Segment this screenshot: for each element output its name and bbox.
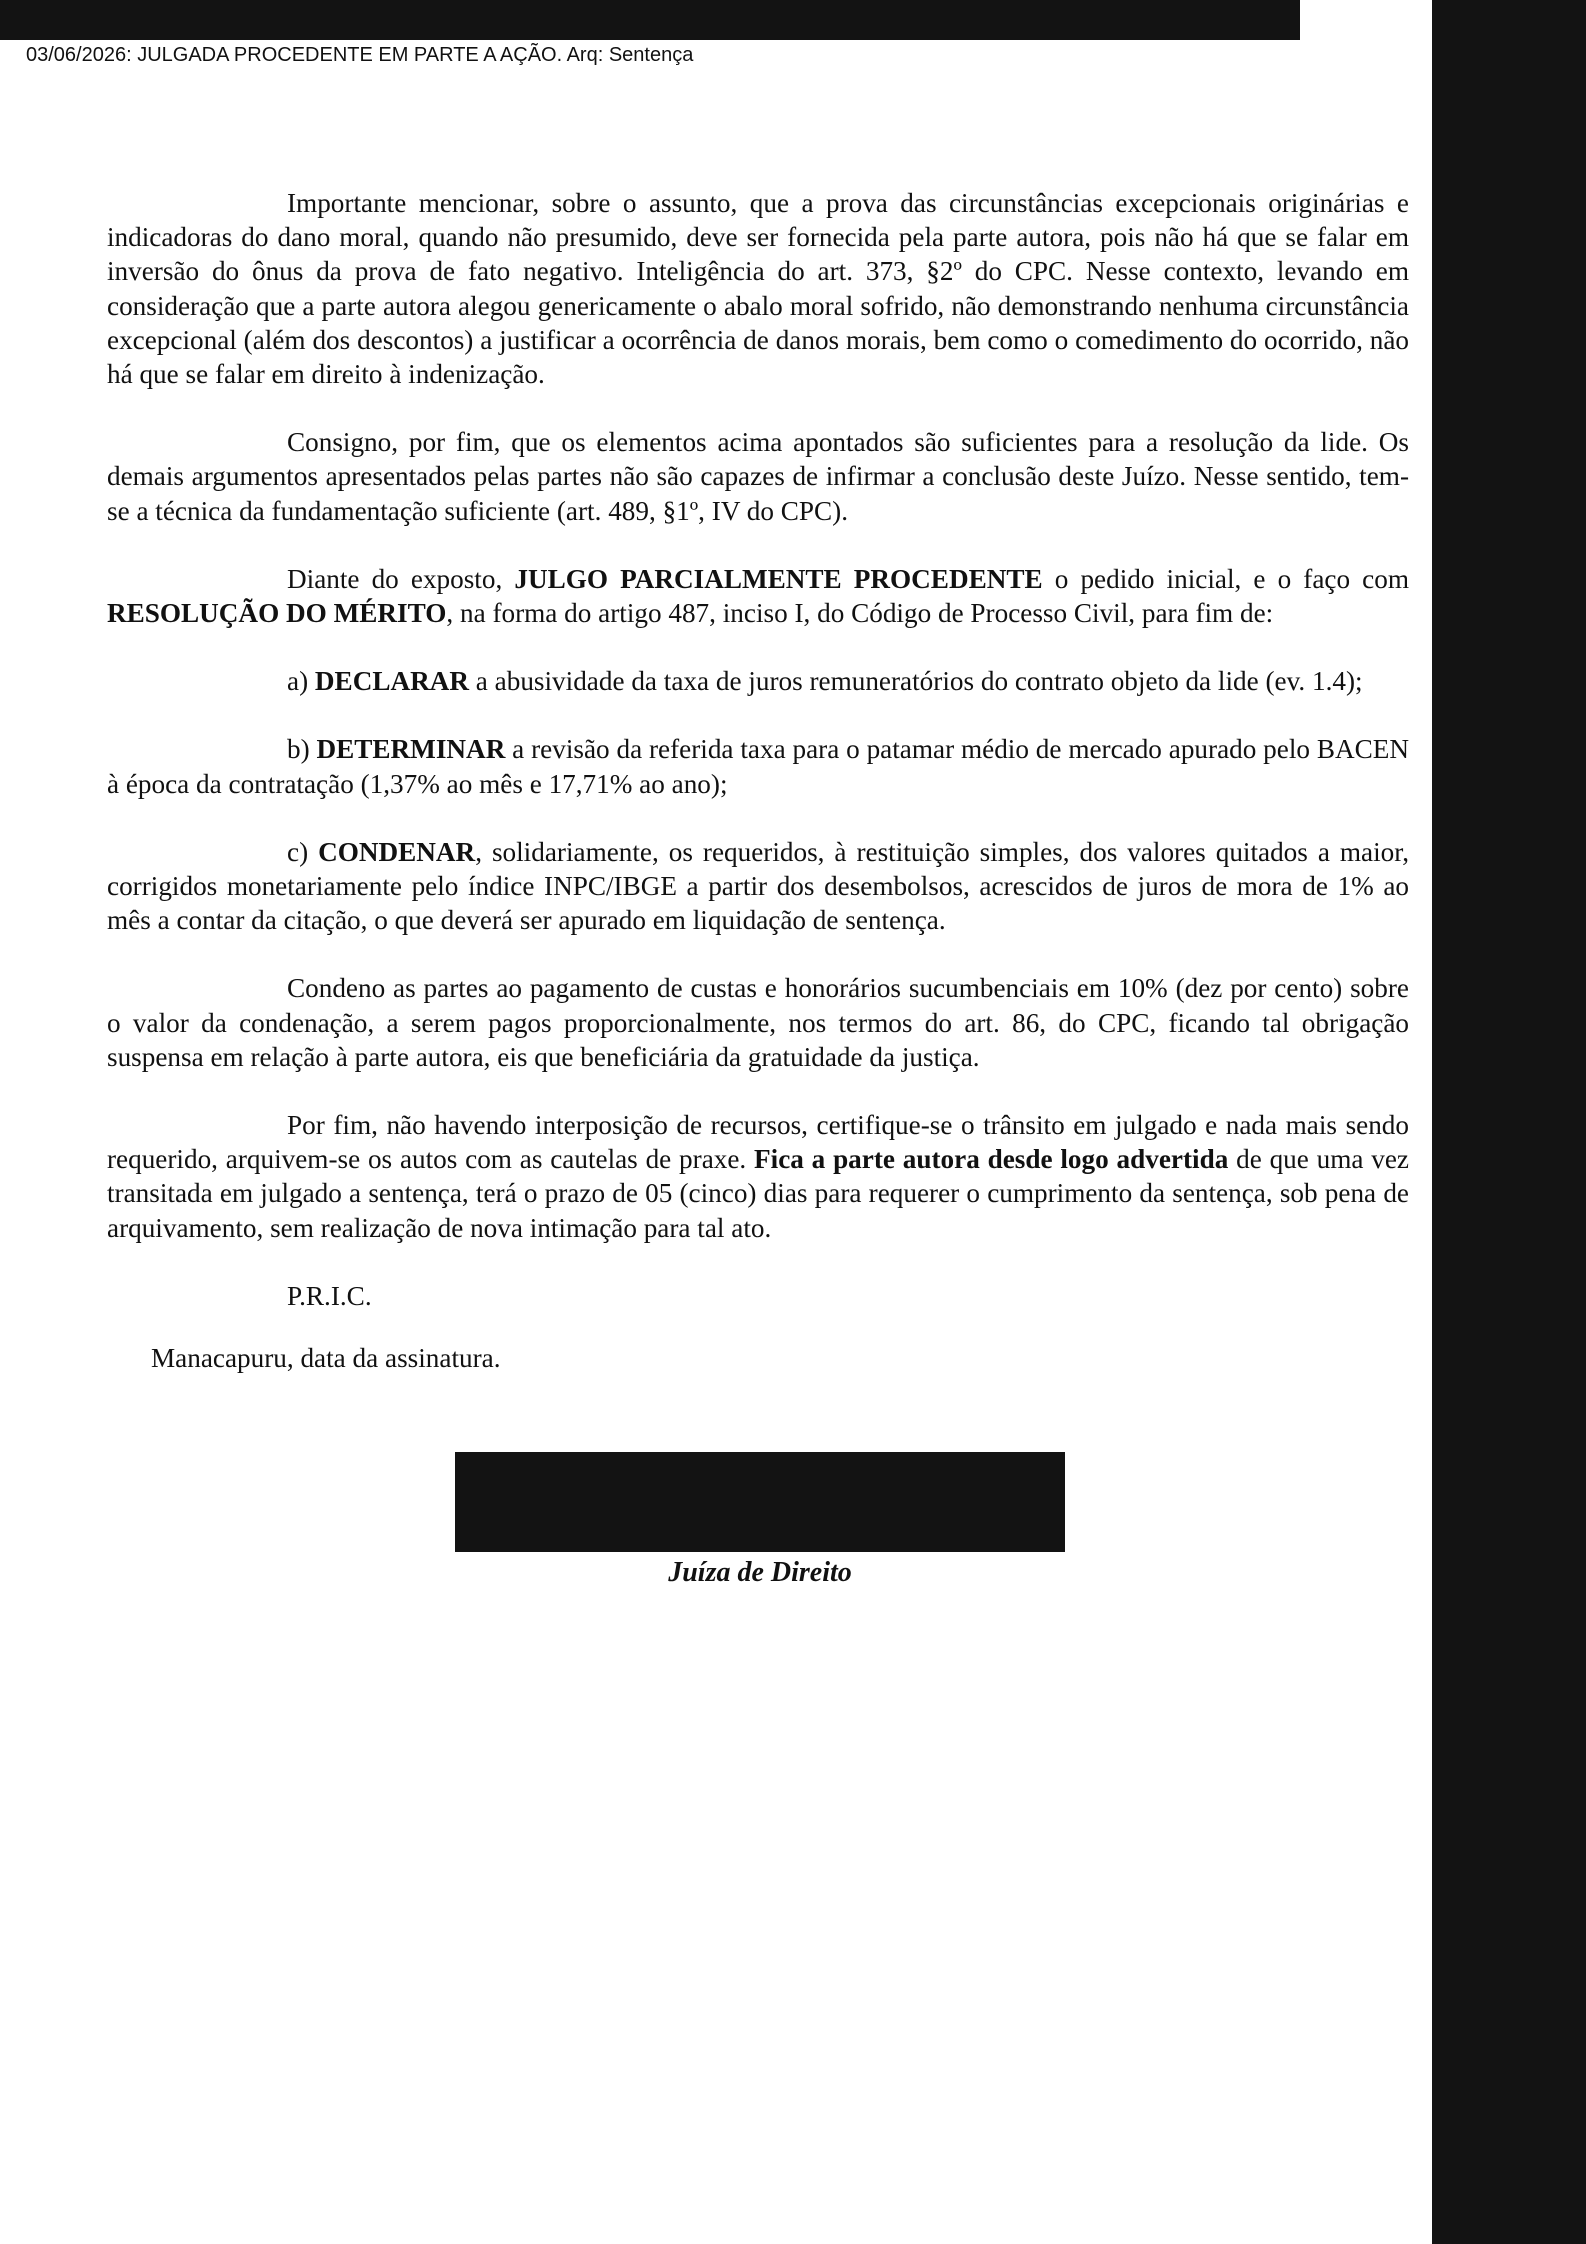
document-status-line: 03/06/2026: JULGADA PROCEDENTE EM PARTE A AÇÃO. Arq: Sentença (26, 44, 694, 66)
dispositivo-bold-1: JULGO PARCIALMENTE PROCEDENTE (514, 563, 1043, 594)
paragraph-custas: Condeno as partes ao pagamento de custas e honorários sucumbenciais em 10% (dez por cento) sobre o valor da condenação, a serem pagos proporcionalmente, nos termos do art. 86, do CPC, ficando tal obrigação suspensa em relação à parte autora, eis que beneficiária da gratuidade da justiça. (107, 973, 1409, 1072)
signatory-role: Juíza de Direito (668, 1557, 852, 1588)
transito-text-2: de que uma vez transitada em julgado a sentença, terá o prazo de 05 (cinco) dias para requerer o cumprimento da sentença, sob pena de arquivamento, sem realização de nova intimação para tal ato. (107, 1144, 1409, 1243)
item-c-verb: CONDENAR (318, 836, 476, 867)
paragraph-dispositivo (107, 562, 1409, 630)
top-redaction-bar (0, 0, 1300, 40)
item-c-prefix: c) (287, 836, 319, 867)
item-a-verb: DECLARAR (314, 666, 469, 697)
item-b-determinar (107, 732, 1409, 800)
paragraph-fundamentacao: Consigno, por fim, que os elementos acima apontados são suficientes para a resolução da lide. Os demais argumentos apresentados pelas partes não são capazes de infirmar a conclusão deste Juízo. Nesse sentido, tem-se a técnica da fundamentação suficiente (art. 489, §1º, IV do CPC). (107, 427, 1409, 526)
item-b-text: a revisão da referida taxa para o patamar médio de mercado apurado pelo BACEN à época da contratação (1,37% ao mês e 17,71% ao ano); (107, 734, 1409, 799)
item-a-prefix: a) (287, 666, 315, 697)
item-c-condenar (107, 835, 1409, 938)
right-redaction-bar (1432, 0, 1586, 2244)
signature-redaction (455, 1452, 1065, 1552)
item-c-text: , solidariamente, os requeridos, à restituição simples, dos valores quitados a maior, corrigidos monetariamente pelo índice INPC/IBGE a partir dos desembolsos, acrescidos de juros de mora de 1% ao mês a contar da citação, o que deverá ser apurado em liquidação de sentença. (107, 836, 1409, 936)
dispositivo-text-3: , na forma do artigo 487, inciso I, do Código de Processo Civil, para fim de: (446, 598, 1274, 629)
transito-bold: Fica a parte autora desde logo advertida (754, 1144, 1229, 1175)
dispositivo-text-1: Diante do exposto, (287, 563, 515, 594)
item-a-declarar (107, 664, 1409, 698)
item-a-text: a abusividade da taxa de juros remuneratórios do contrato objeto da lide (ev. 1.4); (469, 666, 1363, 697)
dispositivo-bold-2: RESOLUÇÃO DO MÉRITO (107, 598, 447, 629)
item-b-verb: DETERMINAR (316, 734, 506, 765)
transito-text-1: Por fim, não havendo interposição de recursos, certifique-se o trânsito em julgado e nada mais sendo requerido, arquivem-se os autos com as cautelas de praxe. (107, 1110, 1409, 1175)
document-body (107, 186, 1409, 1375)
paragraph-transito-julgado (107, 1108, 1409, 1245)
place-date: Manacapuru, data da assinatura. (151, 1343, 501, 1374)
closing-pric: P.R.I.C. (287, 1280, 372, 1311)
dispositivo-text-2: o pedido inicial, e o faço com (1042, 563, 1409, 594)
paragraph-dano-moral: Importante mencionar, sobre o assunto, que a prova das circunstâncias excepcionais originárias e indicadoras do dano moral, quando não presumido, deve ser fornecida pela parte autora, pois não há que se falar em inversão do ônus da prova de fato negativo. Inteligência do art. 373, §2º do CPC. Nesse contexto, levando em consideração que a parte autora alegou genericamente o abalo moral sofrido, não demonstrando nenhuma circunstância excepcional (além dos descontos) a justificar a ocorrência de danos morais, bem como o comedimento do ocorrido, não há que se falar em direito à indenização. (107, 188, 1409, 390)
item-b-prefix: b) (287, 734, 317, 765)
